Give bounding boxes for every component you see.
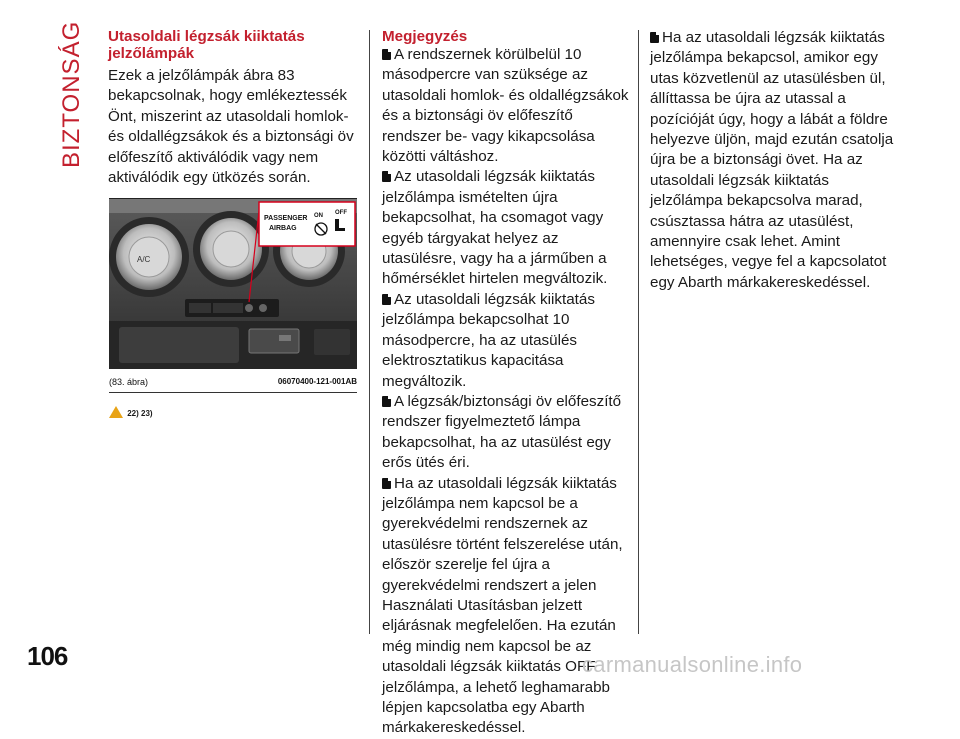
column-divider-2 (638, 30, 639, 634)
figure-rule (109, 392, 357, 393)
note-bullet-icon (382, 171, 391, 182)
note-text: Ha az utasoldali légzsák kiiktatás jelzőlámpa bekapcsol, amikor egy utas közvetlenül az utasülésben ül, állíttassa be újra az utassal a pozícióját úgy, hogy a lábát a földre helyezve üljön, majd ezután csatolja újra be a biztonsági övet. Ha az utasoldali légzsák kiiktatás jelzőlámpa bekapcsolva marad, csúsztassa hátra az utasülést, amennyire csak lehet. Amint lehetséges, vegye fel a kapcsolatot egy Abarth márkakereskedéssel. (650, 29, 894, 291)
column-2 (382, 28, 632, 739)
dashboard-figure (109, 198, 357, 369)
note-item (382, 290, 632, 392)
warning-references (109, 406, 153, 422)
intro-paragraph: Ezek a jelzőlámpák ábra 83 bekapcsolnak, hogy emlékeztessék Önt, miszerint az utasoldali homlok- és oldallégzsákok és a biztonsági öv előfeszítő aktiválódik vagy nem aktiválódik egy ütközés során. (108, 67, 354, 187)
note-item (382, 474, 632, 739)
section-side-title: BIZTONSÁG (58, 20, 85, 168)
note-bullet-icon (382, 396, 391, 407)
note-item (382, 45, 632, 167)
note-item (382, 167, 632, 289)
callout-box (259, 202, 355, 246)
column-1 (108, 28, 358, 188)
section-heading: Utasoldali légzsák kiiktatás jelzőlámpák (108, 28, 305, 62)
note-text: A légzsák/biztonsági öv előfeszítő rendszer figyelmeztető lámpa bekapcsolhat, ha az utasülést egy erős ütés éri. (382, 392, 622, 472)
note-bullet-icon (382, 49, 391, 60)
page-number: 106 (27, 641, 68, 671)
callout-on-label: ON (314, 213, 323, 219)
gauge-label: A/C (137, 255, 151, 264)
callout-text-line1: PASSENGER (264, 215, 308, 222)
figure-caption (109, 377, 357, 391)
note-text: Az utasoldali légzsák kiiktatás jelzőlámpa ismételten újra bekapcsolhat, ha csomagot vagy egyéb tárgyakat helyez az utasülésre, vagy ha a járműben a hőmérséklet hirtelen megváltozik. (382, 168, 608, 288)
column-3 (650, 28, 900, 293)
site-watermark: carmanualsonline.info (582, 652, 803, 677)
note-bullet-icon (382, 294, 391, 305)
warning-refs-text: 22) 23) (127, 409, 153, 418)
note-bullet-icon (382, 478, 391, 489)
notes-heading: Megjegyzés (382, 28, 468, 45)
note-item (650, 28, 900, 293)
note-text: Az utasoldali légzsák kiiktatás jelzőlámpa bekapcsolhat 10 másodpercre, ha az utasülés elektrosztatikus kapacitása megváltozik. (382, 290, 595, 390)
dashboard-illustration (109, 199, 357, 369)
callout-text-line2: AIRBAG (269, 225, 297, 232)
note-bullet-icon (650, 32, 659, 43)
figure-label: (83. ábra) (109, 377, 149, 387)
note-text: A rendszernek körülbelül 10 másodpercre van szüksége az utasoldali homlok- és oldallégzsákok és a biztonsági öv előfeszítő rendszer be- vagy kikapcsolása közötti váltáshoz. (382, 46, 629, 166)
note-text: Ha az utasoldali légzsák kiiktatás jelzőlámpa nem kapcsol be a gyerekvédelmi rendszernek az utasülésre történt felszerelése után, először szerelje fel újra a gyerekvédelmi rendszert a jelen Használati Utasításban jelzett eljárásnak megfelelően. Ha ezután még mindig nem kapcsol be az utasoldali légzsák kiiktatás OFF jelzőlámpa, a lehető leghamarabb lépjen kapcsolatba egy Abarth márkakereskedéssel. (382, 474, 623, 737)
column-divider-1 (369, 30, 370, 634)
note-item (382, 392, 632, 474)
callout-off-label: OFF (335, 210, 347, 216)
figure-code: 06070400-121-001AB (277, 377, 357, 386)
warning-icon (109, 406, 123, 418)
